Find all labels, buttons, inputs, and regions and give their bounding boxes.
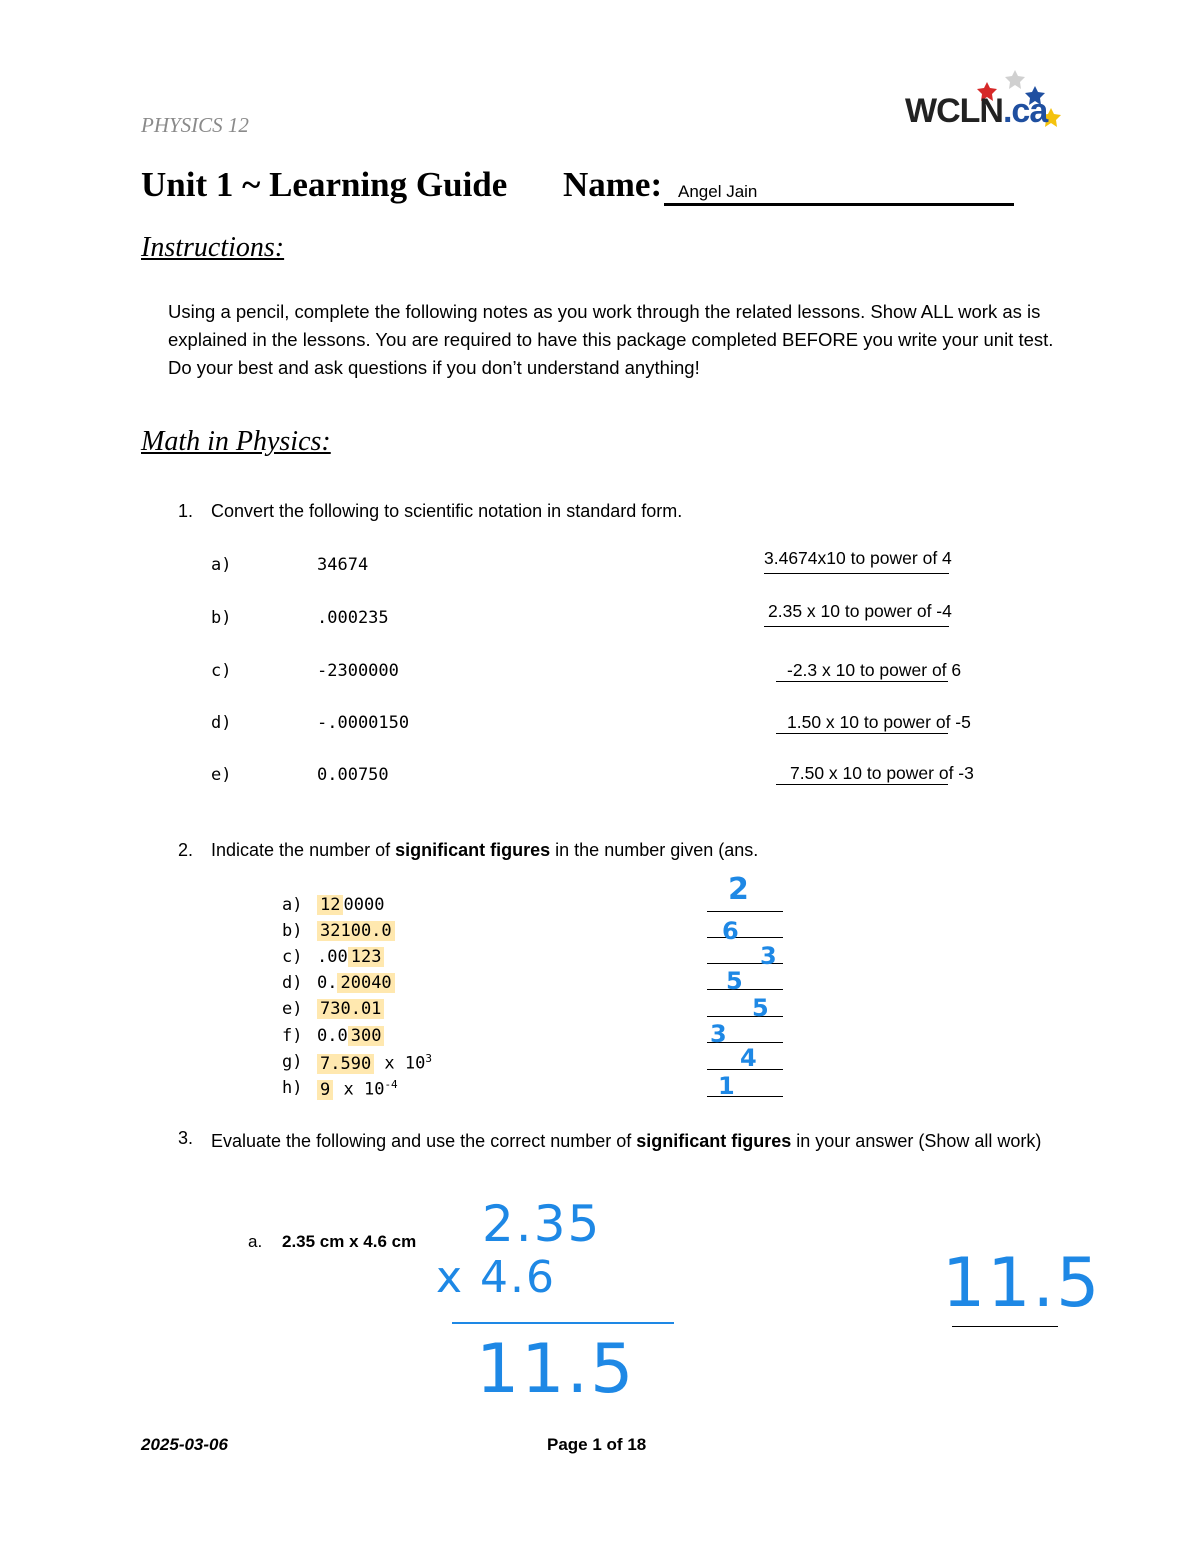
q1-answer-line bbox=[764, 573, 949, 574]
q2-answer-field[interactable]: 3 bbox=[710, 1020, 727, 1048]
math-heading: Math in Physics: bbox=[141, 426, 331, 457]
q1-item-value: -2300000 bbox=[317, 661, 399, 681]
q2-item-value bbox=[317, 1026, 384, 1046]
q2-answer-line bbox=[707, 911, 783, 912]
logo-wordmark: WCLN bbox=[905, 92, 1003, 130]
q1-item-value: 0.00750 bbox=[317, 765, 389, 785]
course-label: PHYSICS 12 bbox=[141, 113, 249, 137]
q2-value-highlight: 300 bbox=[348, 1026, 385, 1046]
q2-item-letter: a) bbox=[282, 895, 303, 915]
question-3-text-pre: Evaluate the following and use the correct number of bbox=[211, 1131, 637, 1151]
q2-item-letter: f) bbox=[282, 1026, 303, 1046]
q2-answer-field[interactable]: 2 bbox=[728, 872, 749, 907]
question-1-number: 1. bbox=[178, 501, 194, 521]
q3-item-letter: a. bbox=[248, 1232, 263, 1251]
q2-answer-line bbox=[707, 989, 783, 990]
question-3-text bbox=[211, 1128, 1061, 1155]
question-2-text-post: in the number given (ans. bbox=[550, 840, 759, 860]
q2-value-post: 0000 bbox=[343, 895, 385, 915]
q2-value-highlight: 32100.0 bbox=[317, 921, 395, 941]
logo-suffix: .ca bbox=[1002, 92, 1048, 130]
question-3-number: 3. bbox=[178, 1128, 194, 1148]
q2-value-pre: .00 bbox=[317, 947, 348, 967]
q2-value-pre: 0. bbox=[317, 973, 338, 993]
q1-answer-line bbox=[776, 681, 948, 682]
question-3-text-post: in your answer (Show all work) bbox=[791, 1131, 1042, 1151]
footer-page-mid: of bbox=[601, 1435, 628, 1454]
footer-date: 2025-03-06 bbox=[141, 1435, 228, 1454]
q1-item-letter: c) bbox=[211, 661, 232, 681]
q3-work-line-2[interactable]: x 4.6 bbox=[436, 1252, 556, 1303]
logo-star-grey-icon bbox=[1005, 70, 1025, 89]
q1-item-value: 34674 bbox=[317, 555, 369, 575]
q2-value-post: x 10 bbox=[333, 1079, 385, 1100]
footer-page-num: 1 bbox=[592, 1435, 602, 1454]
q1-item-value: .000235 bbox=[317, 608, 389, 628]
q1-answer-field[interactable]: -2.3 x 10 to power of 6 bbox=[787, 660, 962, 680]
q1-item-letter: d) bbox=[211, 713, 232, 733]
q2-value-highlight: 9 bbox=[317, 1080, 333, 1100]
q2-answer-field[interactable]: 5 bbox=[752, 994, 769, 1022]
q3-final-answer[interactable]: 11.5 bbox=[942, 1244, 1102, 1323]
q2-value-highlight: 730.01 bbox=[317, 999, 384, 1019]
q2-answer-field[interactable]: 5 bbox=[726, 967, 743, 995]
q3-work-line-1[interactable]: 2.35 bbox=[482, 1195, 602, 1253]
q2-item-value bbox=[317, 947, 384, 967]
q3-work-result[interactable]: 11.5 bbox=[476, 1330, 636, 1409]
q2-answer-line bbox=[707, 1016, 783, 1017]
question-2-text-bold: significant figures bbox=[395, 840, 551, 860]
q2-value-exponent: 3 bbox=[425, 1052, 432, 1065]
q2-item-value bbox=[317, 999, 384, 1019]
question-3-text-bold: significant figures bbox=[636, 1131, 792, 1151]
q2-item-letter: d) bbox=[282, 973, 303, 993]
q2-item-value bbox=[317, 921, 395, 941]
q2-answer-field[interactable]: 3 bbox=[760, 942, 777, 970]
question-2-text bbox=[211, 840, 758, 861]
q2-answer-field[interactable]: 1 bbox=[718, 1072, 735, 1100]
wcln-logo bbox=[905, 68, 1065, 138]
page-title: Unit 1 ~ Learning Guide bbox=[141, 165, 508, 204]
q2-value-highlight: 7.590 bbox=[317, 1054, 374, 1074]
name-label: Name: bbox=[563, 165, 663, 204]
q1-item-value: -.0000150 bbox=[317, 713, 410, 733]
q1-answer-field[interactable]: 7.50 x 10 to power of -3 bbox=[790, 763, 974, 783]
q1-answer-field[interactable]: 1.50 x 10 to power of -5 bbox=[787, 712, 971, 732]
question-2-number: 2. bbox=[178, 840, 194, 860]
q2-value-highlight: 123 bbox=[348, 947, 385, 967]
q2-item-value bbox=[317, 1052, 432, 1074]
name-underline bbox=[664, 203, 1014, 206]
footer-page-total: 18 bbox=[627, 1435, 647, 1454]
q2-answer-field[interactable]: 6 bbox=[722, 917, 739, 945]
q1-answer-field[interactable]: 2.35 x 10 to power of -4 bbox=[768, 601, 952, 621]
q1-answer-field[interactable]: 3.4674x10 to power of 4 bbox=[764, 548, 952, 568]
q3-item-text: 2.35 cm x 4.6 cm bbox=[282, 1232, 417, 1251]
q1-answer-line bbox=[764, 626, 949, 627]
q2-answer-line bbox=[707, 937, 783, 938]
q2-value-pre: 0.0 bbox=[317, 1026, 348, 1046]
q1-answer-line bbox=[776, 784, 948, 785]
q2-item-value bbox=[317, 973, 395, 993]
q2-value-post: x 10 bbox=[374, 1053, 426, 1074]
q2-value-exponent: -4 bbox=[384, 1078, 398, 1091]
q2-item-value bbox=[317, 1078, 398, 1100]
q1-answer-line bbox=[776, 733, 948, 734]
q1-item-letter: a) bbox=[211, 555, 232, 575]
logo-text bbox=[905, 92, 1047, 131]
q2-item-letter: e) bbox=[282, 999, 303, 1019]
instructions-text: Using a pencil, complete the following notes as you work through the related lessons. Show ALL work as is explained in the lessons. You are required to have this package completed BEFORE you write your unit test. Do your best and ask questions if you don’t understand anything! bbox=[168, 301, 1054, 378]
name-field[interactable]: Angel Jain bbox=[678, 182, 758, 201]
q2-item-letter: c) bbox=[282, 947, 303, 967]
q2-item-letter: b) bbox=[282, 921, 303, 941]
footer-page-pre: Page bbox=[547, 1435, 593, 1454]
q2-answer-field[interactable]: 4 bbox=[740, 1044, 757, 1072]
question-2-text-pre: Indicate the number of bbox=[211, 840, 396, 860]
question-1-text: Convert the following to scientific notation in standard form. bbox=[211, 501, 683, 521]
q2-item-letter: h) bbox=[282, 1078, 303, 1098]
q3-work-divider bbox=[452, 1322, 674, 1324]
q2-value-highlight: 12 bbox=[317, 895, 343, 915]
instructions-heading: Instructions: bbox=[141, 232, 285, 263]
q1-item-letter: e) bbox=[211, 765, 232, 785]
q1-item-letter: b) bbox=[211, 608, 232, 628]
q2-item-value bbox=[317, 895, 384, 915]
footer-page-number bbox=[547, 1435, 646, 1455]
q2-value-highlight: 20040 bbox=[337, 973, 394, 993]
q3-answer-line bbox=[952, 1326, 1058, 1327]
q2-item-letter: g) bbox=[282, 1052, 303, 1072]
